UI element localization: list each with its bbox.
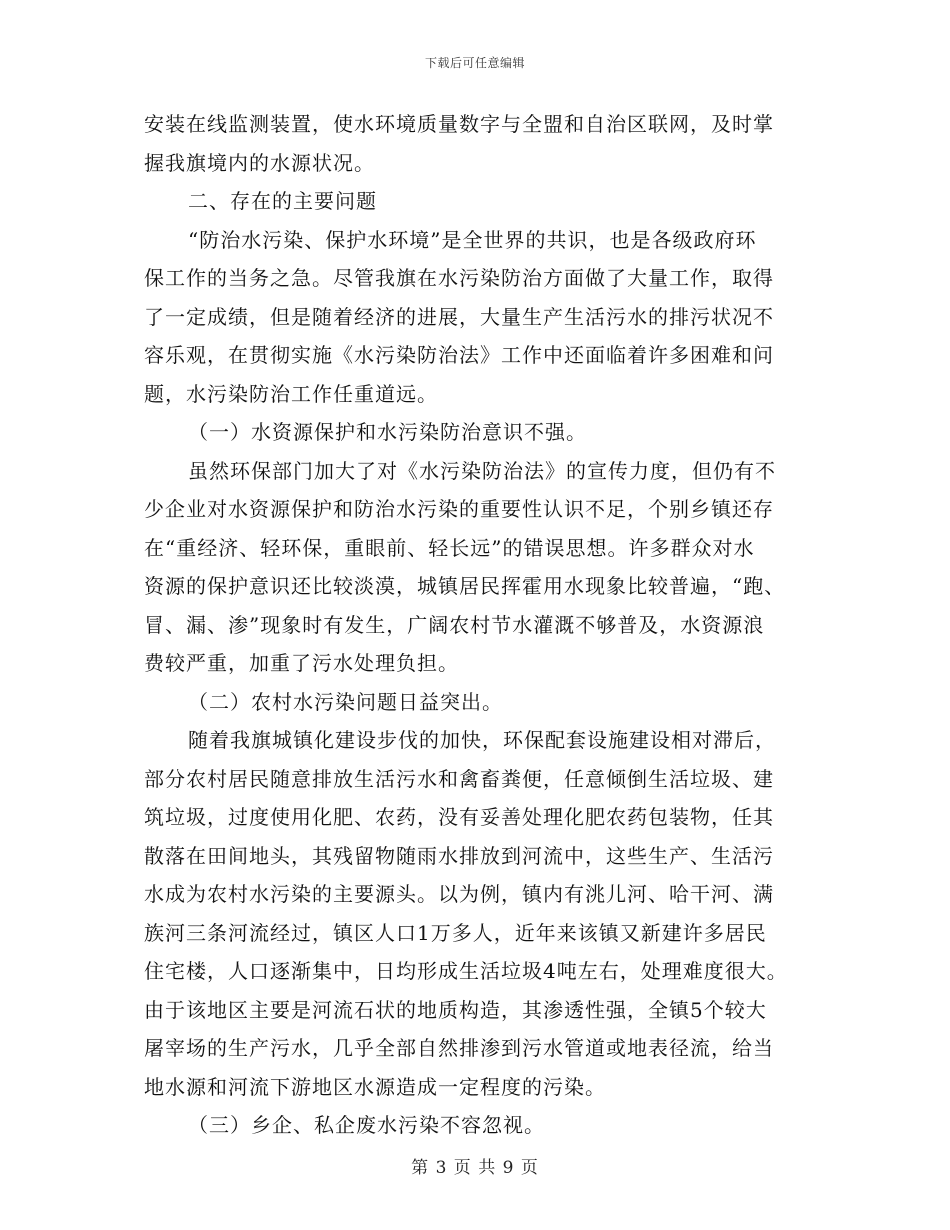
section-heading: 二、存在的主要问题 [188, 189, 377, 213]
body-line: 由于该地区主要是河流石状的地质构造，其渗透性强，全镇5个较大 [144, 997, 767, 1022]
body-line: 族河三条河流经过，镇区人口1万多人，近年来该镇又新建许多居民 [144, 920, 767, 945]
body-line: 住宅楼，人口逐渐集中，日均形成生活垃圾4吨左右，处理难度很大。 [144, 959, 788, 983]
body-line: 容乐观，在贯彻实施《水污染防治法》工作中还面临着许多困难和问 [144, 343, 774, 367]
subsection-heading: （三）乡企、私企废水污染不容忽视。 [188, 1113, 545, 1137]
body-line: 保工作的当务之急。尽管我旗在水污染防治方面做了大量工作，取得 [144, 266, 774, 290]
body-line: 筑垃圾，过度使用化肥、农药，没有妥善处理化肥农药包装物，任其 [144, 805, 774, 829]
body-line: 了一定成绩，但是随着经济的进展，大量生产生活污水的排污状况不 [144, 304, 774, 329]
subsection-heading: （二）农村水污染问题日益突出。 [188, 689, 503, 714]
document-body [144, 105, 804, 1145]
body-line: 安装在线监测装置，使水环境质量数字与全盟和自治区联网，及时掌 [144, 112, 774, 136]
page-number-footer: 第 3 页 共 9 页 [411, 1158, 539, 1178]
body-line: 地水源和河流下游地区水源造成一定程度的污染。 [144, 1074, 606, 1099]
body-line: “防治水污染、保护水环境”是全世界的共识，也是各级政府环 [188, 227, 757, 252]
body-line: 部分农村居民随意排放生活污水和禽畜粪便，任意倾倒生活垃圾、建 [144, 766, 774, 791]
body-line: 冒、漏、渗”现象时有发生，广阔农村节水灌溉不够普及，水资源浪 [144, 612, 765, 637]
body-line: 在“重经济、轻环保，重眼前、轻长远”的错误思想。许多群众对水 [144, 535, 755, 560]
body-line: 屠宰场的生产污水，几乎全部自然排渗到污水管道或地表径流，给当 [144, 1036, 774, 1060]
body-line: 散落在田间地头，其残留物随雨水排放到河流中，这些生产、生活污 [144, 843, 774, 868]
page-header: 下载后可任意编辑 [424, 56, 525, 70]
body-line: 题，水污染防治工作任重道远。 [144, 381, 438, 406]
body-line: 费较严重，加重了污水处理负担。 [144, 651, 459, 675]
body-line: 握我旗境内的水源状况。 [144, 150, 375, 175]
body-line: 少企业对水资源保护和防治水污染的重要性认识不足，个别乡镇还存 [144, 497, 774, 521]
body-line: 虽然环保部门加大了对《水污染防治法》的宣传力度，但仍有不 [188, 458, 776, 483]
body-line: 随着我旗城镇化建设步伐的加快，环保配套设施建设相对滞后， [188, 728, 776, 752]
body-line: 资源的保护意识还比较淡漠，城镇居民挥霍用水现象比较普遍，“跑、 [144, 574, 786, 598]
body-line: 水成为农村水污染的主要源头。以为例，镇内有洮儿河、哈干河、满 [144, 882, 774, 906]
subsection-heading: （一）水资源保护和水污染防治意识不强。 [188, 420, 587, 444]
